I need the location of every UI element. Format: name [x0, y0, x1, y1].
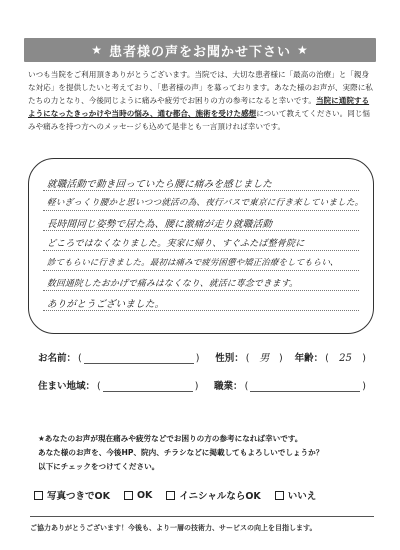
star-icon-left: ★ — [91, 43, 103, 57]
intro-text-emphasis: 当院に通院するようになったきっかけや当時の悩み、通む都合、施術を受けた感想 — [28, 96, 370, 118]
comment-line: どころではなくなりました。実家に帰り、すぐふたば整骨院に — [46, 239, 305, 249]
consent-line: 以下にチェックをつけてください。 — [38, 462, 160, 471]
comment-line: 軽いぎっくり腰かと思いつつ就活の為、夜行バスで東京に行き来していました。 — [46, 198, 364, 208]
option-label: OK — [136, 489, 153, 501]
comment-line: ありがとうございました。 — [46, 299, 165, 310]
comment-line: 長時間同じ姿勢で居た為、腰に激痛が走り就職活動 — [46, 219, 273, 230]
paren-open: ( — [78, 353, 82, 364]
consent-line: ★あなたのお声が現在痛みや疲労などでお困りの方の参考になれば幸いです。 — [38, 434, 303, 443]
job-field[interactable] — [250, 391, 360, 392]
paren-close: ) — [194, 381, 199, 392]
comment-rule — [43, 190, 359, 191]
consent-options — [34, 488, 374, 502]
option-photo-ok[interactable] — [34, 488, 110, 502]
paren-close: ) — [362, 381, 366, 392]
gender-value[interactable]: 男 — [259, 353, 270, 364]
thanks-note: ご協力ありがとうございます！今後も、より一層の技術力、サービスの向上を目指します。 — [30, 516, 374, 533]
comment-rule — [43, 290, 359, 291]
paren-close: ) — [362, 353, 366, 364]
age-label: 年齢： — [294, 353, 324, 364]
comment-line: 診てもらいに行きました。最初は痛みで疲労困憊や矯正治療をしてもらい、 — [46, 257, 339, 267]
form-title: 患者様の声をお聞かせ下さい — [108, 44, 291, 60]
option-label: いいえ — [287, 491, 317, 502]
paren-open: ( — [97, 381, 101, 392]
checkbox-icon[interactable] — [275, 491, 284, 500]
intro-paragraph — [28, 68, 374, 133]
consent-note — [38, 432, 378, 474]
checkbox-icon[interactable] — [166, 491, 175, 500]
checkbox-icon[interactable] — [124, 491, 133, 500]
comment-box[interactable] — [28, 158, 374, 334]
option-label: イニシャルならOK — [179, 491, 261, 502]
area-label: 住まい地域： — [38, 381, 96, 392]
age-value[interactable]: 25 — [339, 353, 352, 364]
comment-rule — [43, 250, 359, 251]
comment-rule — [43, 210, 359, 211]
paren-open: ( — [244, 381, 249, 392]
checkbox-icon[interactable] — [34, 491, 43, 500]
star-icon-right: ★ — [297, 43, 309, 57]
area-field[interactable] — [103, 391, 193, 392]
comment-rule — [43, 270, 359, 271]
paren-open: ( — [325, 353, 329, 364]
name-label: お名前： — [38, 353, 77, 364]
intro-text-1: いつも当院をご利用頂きありがとうございます。当院では、大切な患者様に「最高の治療」と「親身な対応」を提供したいと考えており、「患者様の声」を募っております。あなた様のお声が、実際に私たちの力となり、今後同じように痛みや疲労でお困りの方の参考になると幸いです。 — [28, 70, 373, 105]
comment-rule — [43, 230, 359, 231]
name-field[interactable] — [84, 363, 194, 364]
intro-text-2: について教えてください。同じ悩みや痛みを持つ方へのメッセージも込めて是非とも一言頂ければ幸いです。 — [28, 109, 371, 131]
comment-line: 就職活動で動き回っていたら腰に痛みを感じました — [46, 179, 273, 190]
paren-open: ( — [245, 353, 250, 364]
job-label: 職業： — [214, 381, 243, 392]
consent-line: あなた様のお声を、今後HP、院内、チラシなどに掲載してもよろしいでしょうか？ — [38, 448, 324, 457]
form-title-banner — [24, 38, 376, 62]
option-initials-ok[interactable] — [166, 488, 260, 502]
gender-label: 性別： — [215, 353, 244, 364]
info-row-1 — [38, 348, 368, 364]
option-label: 写真つきでOK — [47, 491, 110, 502]
comment-rule — [43, 310, 359, 311]
option-no[interactable] — [275, 488, 317, 502]
paren-close: ) — [279, 353, 283, 364]
paren-close: ) — [195, 353, 200, 364]
info-row-2 — [38, 376, 368, 392]
option-ok[interactable] — [124, 490, 152, 501]
comment-line: 数回通院したおかげで痛みはなくなり、就活に専念できます。 — [46, 279, 299, 289]
